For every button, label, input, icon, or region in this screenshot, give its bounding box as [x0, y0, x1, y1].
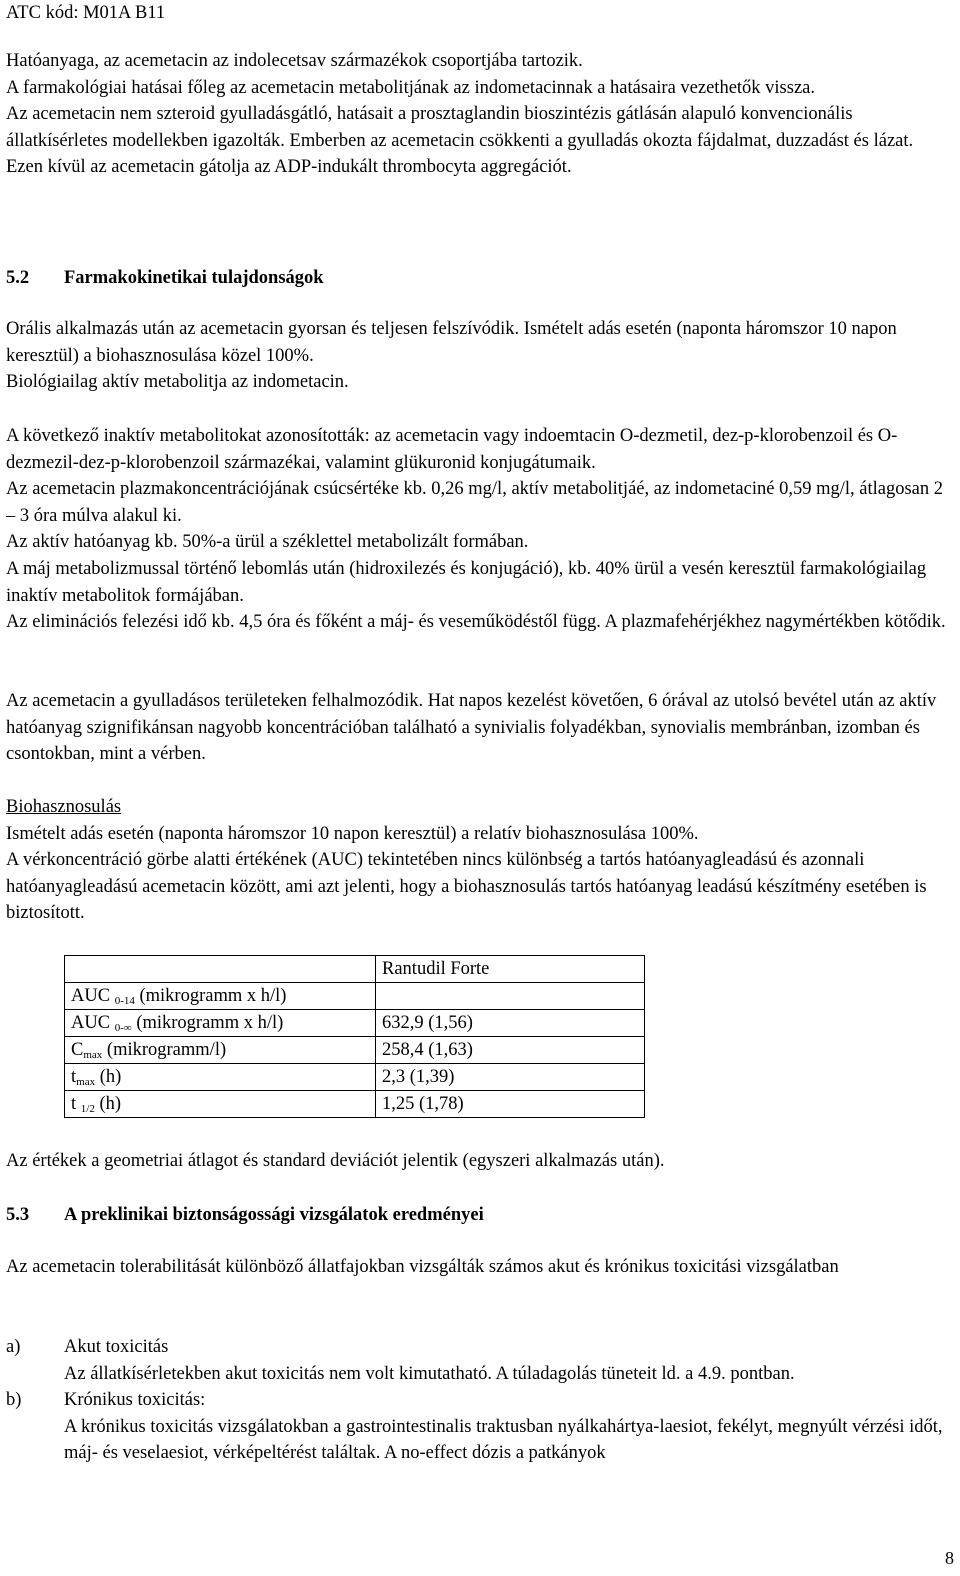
bioavailability-heading: Biohasznosulás — [6, 797, 122, 817]
table-row — [65, 1091, 645, 1118]
list-item-text: A krónikus toxicitás vizsgálatokban a gastrointestinalis traktusban nyálkahártya-laesiot, fekélyt, megnyúlt vérzési időt, máj- és veselaesiot, vérképeltérést találtak. A no-effect dózis a patkányok — [64, 1416, 943, 1464]
toxicity-list — [6, 1334, 954, 1467]
table-cell-value: 258,4 (1,63) — [376, 1037, 645, 1064]
table-header-row — [65, 956, 645, 983]
table-cell-param: $t_{max}$ (h) — [65, 1064, 376, 1091]
section-title: A preklinikai biztonságossági vizsgálatok eredményei — [64, 1205, 484, 1225]
section-number: 5.2 — [6, 268, 30, 288]
pk-line: Az aktív hatóanyag kb. 50%-a ürül a széklettel metabolizált formában. — [6, 532, 529, 553]
table-row — [65, 1064, 645, 1091]
pk-paragraph-1 — [6, 316, 954, 396]
table-cell-param: $C_{max}$ (mikrogramm/l) — [65, 1037, 376, 1064]
list-label: b) — [6, 1390, 22, 1411]
pk-paragraph-3: Az acemetacin a gyulladásos területeken felhalmozódik. Hat napos kezelést követően, 6 órával az utolsó bevétel után az aktív hatóanyag szignifikánsan nagyobb koncentrációban található a synivialis folyadékban, synovialis membránban, izomban és csontokban, mint a vérben. — [6, 691, 937, 765]
intro-text — [6, 48, 954, 181]
pk-line: Orális alkalmazás után az acemetacin gyorsan és teljesen felszívódik. Ismételt adás esetén (naponta háromszor 10 napon keresztül) a biohasznosulása közel 100%. — [6, 319, 897, 366]
bio-line: Ismételt adás esetén (naponta háromszor 10 napon keresztül) a relatív biohasznosulása 100%. — [6, 823, 699, 844]
bio-line: A vérkoncentráció görbe alatti értékének (AUC) tekintetében nincs különbség a tartós hatóanyagleadású és azonnali hatóanyagleadású acemetacin között, ami azt jelenti, hogy a biohasznosulás tartós hatóanyag leadású készítmény esetében is biztosított. — [6, 850, 927, 924]
pk-line: A máj metabolizmussal történő lebomlás után (hidroxilezés és konjugáció), kb. 40% ürül a vesén keresztül farmakológiailag inaktív metabolitok formájában. — [6, 558, 927, 606]
table-cell-value: 632,9 (1,56) — [376, 1010, 645, 1037]
table-cell-value — [376, 983, 645, 1010]
table-row — [65, 983, 645, 1010]
table-note: Az értékek a geometriai átlagot és standard deviációt jelentik (egyszeri alkalmazás után). — [6, 1151, 665, 1171]
section-heading-5-3 — [6, 1202, 954, 1229]
pk-line: Az acemetacin plazmakoncentrációjának csúcsértéke kb. 0,26 mg/l, aktív metabolitjáé, az indometaciné 0,59 mg/l, átlagosan 2 – 3 óra múlva alakul ki. — [6, 479, 943, 526]
bioavailability-section — [6, 794, 954, 927]
pk-line: Biológiailag aktív metabolitja az indometacin. — [6, 372, 349, 393]
pk-table — [64, 955, 645, 1118]
page-number: 8 — [945, 1548, 954, 1568]
table-header-cell — [65, 956, 376, 983]
table-cell-param: t $_{1/2}$ (h) — [65, 1091, 376, 1118]
table-cell-value: 1,25 (1,78) — [376, 1091, 645, 1118]
list-item-title: Akut toxicitás — [64, 1337, 169, 1357]
section-title: Farmakokinetikai tulajdonságok — [64, 268, 324, 288]
pk-line: Az eliminációs felezési idő kb. 4,5 óra és főként a máj- és veseműködéstől függ. A plazmafehérjékhez nagymértékben kötődik. — [6, 612, 946, 633]
list-label: a) — [6, 1337, 21, 1357]
atc-code: ATC kód: M01A B11 — [6, 3, 166, 23]
list-item-text: Az állatkísérletekben akut toxicitás nem volt kimutatható. A túladagolás tüneteit ld. a 4.9. pontban. — [64, 1363, 795, 1384]
section-number: 5.3 — [6, 1205, 30, 1225]
table-row — [65, 1010, 645, 1037]
intro-line: A farmakológiai hatásai főleg az acemetacin metabolitjának az indometacinnak a hatásaira vezethetők vissza. — [6, 77, 816, 98]
toxicity-intro: Az acemetacin tolerabilitását különböző állatfajokban vizsgálták számos akut és krónikus toxicitási vizsgálatban — [6, 1257, 839, 1277]
pk-paragraph-2 — [6, 423, 954, 636]
list-item — [6, 1334, 954, 1387]
table-header-cell: Rantudil Forte — [376, 956, 645, 983]
list-item — [6, 1387, 954, 1467]
table-cell-param: AUC $_{0-\infty}$ (mikrogramm x h/l) — [65, 1010, 376, 1037]
intro-line: Az acemetacin nem szteroid gyulladásgátló, hatásait a prosztaglandin bioszintézis gátlásán alapuló konvencionális állatkísérletes modellekben igazolták. Emberben az acemetacin csökkenti a gyulladás okozta fájdalmat, duzzadást és lázat. Ezen kívül az acemetacin gátolja az ADP-indukált thrombocyta aggregációt. — [6, 104, 914, 178]
table-cell-param: AUC $_{0-14}$ (mikrogramm x h/l) — [65, 983, 376, 1010]
intro-line: Hatóanyaga, az acemetacin az indolecetsav származékok csoportjába tartozik. — [6, 51, 583, 71]
table-cell-value: 2,3 (1,39) — [376, 1064, 645, 1091]
table-row — [65, 1037, 645, 1064]
section-heading-5-2 — [6, 265, 954, 292]
list-item-title: Krónikus toxicitás: — [64, 1390, 206, 1411]
pk-line: A következő inaktív metabolitokat azonosították: az acemetacin vagy indoemtacin O-dezmetil, dez-p-klorobenzoil és O-dezmezil-dez-p-klorobenzoil származékai, valamint glükuronid konjugátumaik. — [6, 426, 898, 473]
